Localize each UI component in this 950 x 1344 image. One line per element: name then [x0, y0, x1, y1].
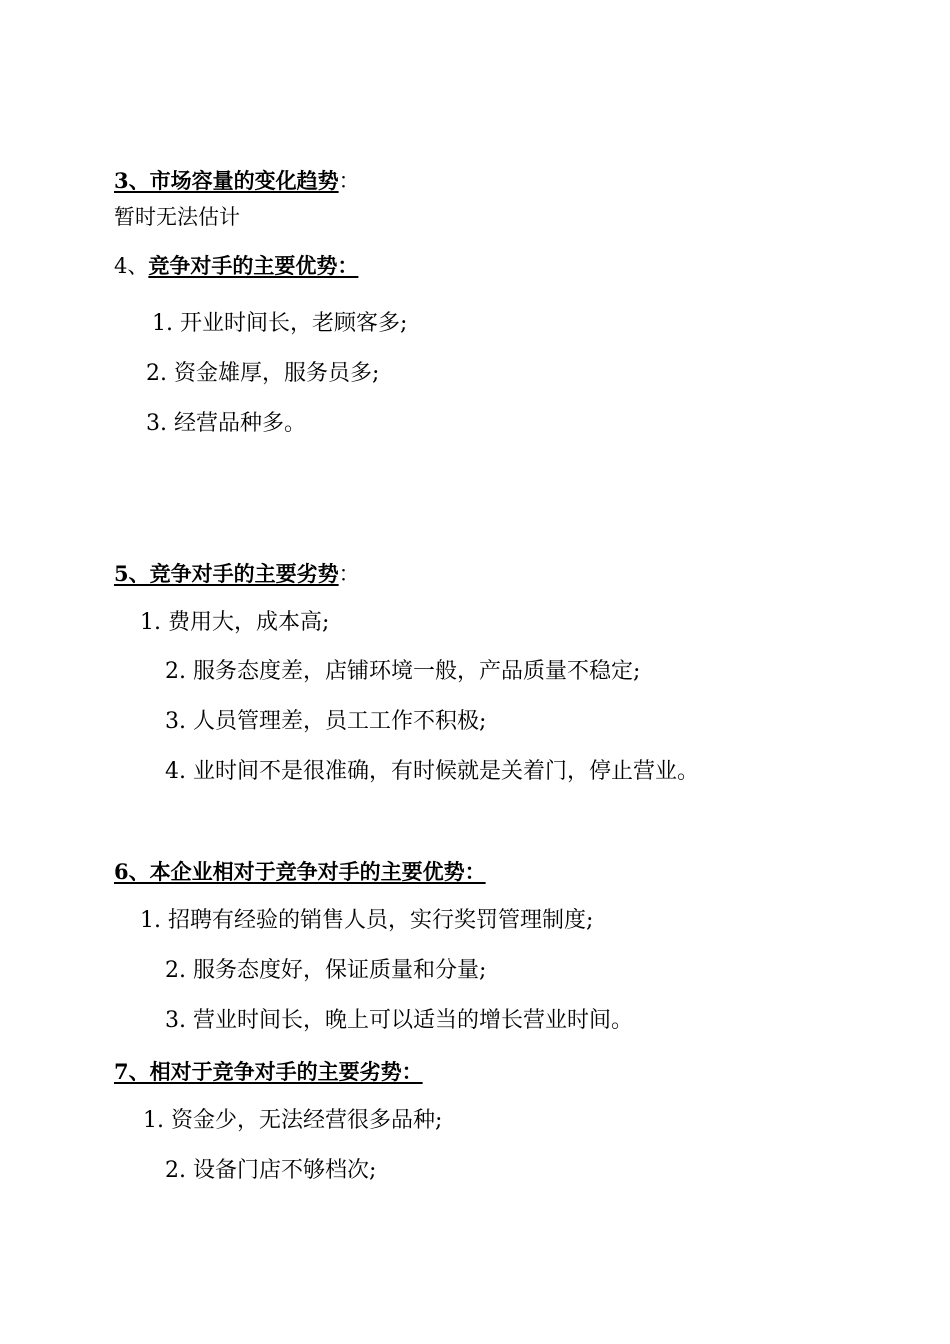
section-4-item-3: 3. 经营品种多。 — [146, 411, 306, 436]
section-3-colon: ： — [338, 169, 360, 193]
section-4-prefix: 4、 — [114, 254, 149, 278]
section-5-item-3: 3. 人员管理差，员工工作不积极; — [165, 709, 487, 734]
section-5-colon: ： — [338, 562, 360, 586]
section-6-heading — [114, 861, 486, 882]
section-4-item-2: 2. 资金雄厚，服务员多; — [146, 361, 380, 386]
section-6-item-3: 3. 营业时间长，晚上可以适当的增长营业时间。 — [165, 1008, 633, 1033]
section-3-heading — [114, 170, 360, 192]
section-4-heading-text: 竞争对手的主要优势： — [148, 253, 359, 278]
section-6-item-2: 2. 服务态度好，保证质量和分量; — [165, 958, 487, 983]
section-6-item-1: 1. 招聘有经验的销售人员，实行奖罚管理制度; — [140, 908, 594, 933]
section-5-item-4: 4. 业时间不是很准确，有时候就是关着门，停止营业。 — [165, 759, 699, 784]
section-7-heading — [114, 1061, 423, 1082]
section-7-item-2: 2. 设备门店不够档次; — [165, 1158, 377, 1183]
section-4-heading — [114, 255, 358, 277]
section-5-heading — [114, 563, 360, 585]
section-6-heading-text: 6、本企业相对于竞争对手的主要优势： — [114, 859, 486, 884]
section-7-heading-text: 7、相对于竞争对手的主要劣势： — [114, 1059, 423, 1084]
section-5-item-1: 1. 费用大，成本高; — [140, 610, 330, 635]
section-3-heading-text: 3、市场容量的变化趋势 — [114, 168, 339, 193]
section-3-text: 暂时无法估计 — [114, 205, 240, 229]
section-5-item-2: 2. 服务态度差，店铺环境一般，产品质量不稳定; — [165, 659, 641, 684]
section-4-item-1: 1. 开业时间长，老顾客多; — [152, 311, 408, 336]
section-5-heading-text: 5、竞争对手的主要劣势 — [114, 561, 339, 586]
section-7-item-1: 1. 资金少，无法经营很多品种; — [143, 1108, 443, 1133]
